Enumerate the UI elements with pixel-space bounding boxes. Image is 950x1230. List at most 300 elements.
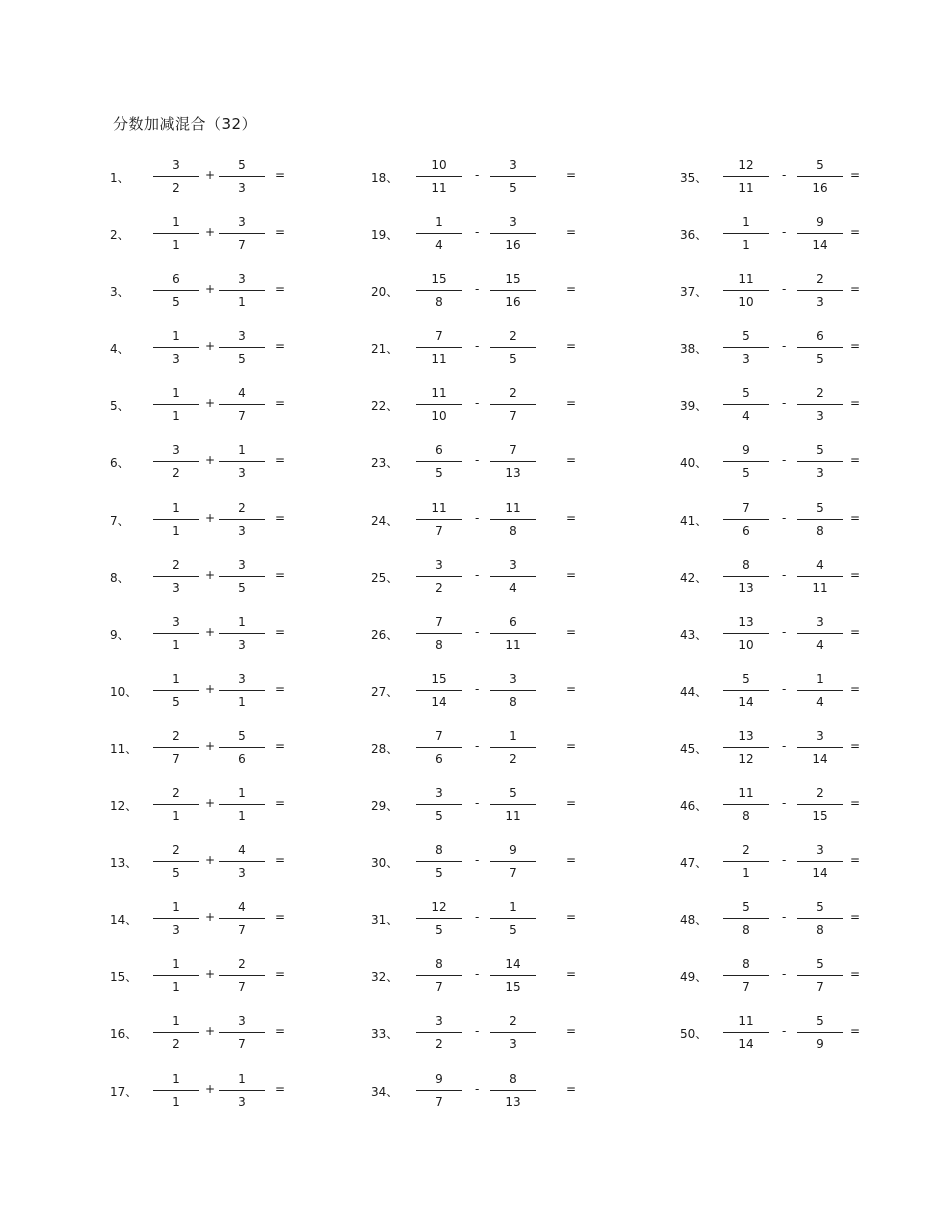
denominator: 7 <box>816 980 824 995</box>
operator: + <box>205 510 216 525</box>
fraction-bar <box>490 519 536 520</box>
denominator: 2 <box>172 466 180 481</box>
fraction-bar <box>153 290 199 291</box>
denominator: 5 <box>435 466 443 481</box>
numerator: 1 <box>172 671 180 686</box>
operator: + <box>205 1024 216 1039</box>
fraction-bar <box>219 176 265 177</box>
first-fraction <box>416 842 462 882</box>
fraction-bar <box>490 975 536 976</box>
numerator: 1 <box>509 900 517 915</box>
problem-number: 45、 <box>680 741 708 756</box>
numerator: 11 <box>505 500 521 515</box>
numerator: 11 <box>738 272 754 287</box>
numerator: 2 <box>238 957 246 972</box>
numerator: 8 <box>509 1071 517 1086</box>
first-fraction <box>153 1013 199 1053</box>
numerator: 11 <box>431 500 447 515</box>
numerator: 3 <box>238 1014 246 1029</box>
fraction-bar <box>490 1090 536 1091</box>
fraction-bar <box>797 690 843 691</box>
operator: - <box>475 510 480 525</box>
equals-sign: = <box>566 738 577 753</box>
problem-number: 41、 <box>680 513 708 528</box>
problem-number: 32、 <box>371 970 399 985</box>
denominator: 2 <box>435 580 443 595</box>
denominator: 7 <box>238 980 246 995</box>
denominator: 3 <box>238 181 246 195</box>
equals-sign: = <box>850 853 861 868</box>
problem-number: 29、 <box>371 799 399 814</box>
equals-sign: = <box>275 567 286 582</box>
fraction-bar <box>490 918 536 919</box>
first-fraction <box>416 271 462 311</box>
numerator: 6 <box>816 329 824 344</box>
denominator: 5 <box>172 866 180 881</box>
first-fraction <box>153 557 199 597</box>
numerator: 15 <box>431 671 447 686</box>
equals-sign: = <box>566 168 577 182</box>
numerator: 1 <box>816 671 824 686</box>
denominator: 4 <box>509 580 517 595</box>
denominator: 3 <box>816 409 824 424</box>
fraction-bar <box>490 1032 536 1033</box>
second-fraction <box>219 1071 265 1111</box>
operator: - <box>475 453 480 468</box>
operator: - <box>782 1024 787 1039</box>
first-fraction <box>723 385 769 425</box>
fraction-bar <box>219 690 265 691</box>
numerator: 7 <box>742 500 750 515</box>
denominator: 7 <box>435 1094 443 1109</box>
equals-sign: = <box>275 967 286 982</box>
fraction-bar <box>219 975 265 976</box>
second-fraction <box>219 842 265 882</box>
first-fraction <box>416 214 462 254</box>
equals-sign: = <box>566 967 577 982</box>
numerator: 1 <box>172 1071 180 1086</box>
denominator: 11 <box>505 809 521 824</box>
equals-sign: = <box>850 624 861 639</box>
denominator: 2 <box>172 1037 180 1052</box>
denominator: 3 <box>172 580 180 595</box>
numerator: 1 <box>742 215 750 230</box>
numerator: 3 <box>238 215 246 230</box>
numerator: 1 <box>172 329 180 344</box>
equals-sign: = <box>566 567 577 582</box>
denominator: 3 <box>238 466 246 481</box>
numerator: 2 <box>742 843 750 858</box>
denominator: 2 <box>509 751 517 766</box>
second-fraction <box>490 271 536 311</box>
operator: - <box>475 853 480 868</box>
second-fraction <box>797 157 843 197</box>
fraction-bar <box>416 404 462 405</box>
denominator: 6 <box>435 751 443 766</box>
first-fraction <box>416 157 462 197</box>
fraction-bar <box>723 404 769 405</box>
problem-number: 17、 <box>110 1084 138 1099</box>
first-fraction <box>416 328 462 368</box>
fraction-bar <box>723 918 769 919</box>
denominator: 3 <box>172 923 180 938</box>
operator: - <box>475 1024 480 1039</box>
second-fraction <box>797 214 843 254</box>
numerator: 9 <box>509 843 517 858</box>
fraction-bar <box>219 404 265 405</box>
first-fraction <box>416 785 462 825</box>
first-fraction <box>153 271 199 311</box>
denominator: 7 <box>238 923 246 938</box>
equals-sign: = <box>850 967 861 982</box>
numerator: 3 <box>816 614 824 629</box>
denominator: 3 <box>816 466 824 481</box>
first-fraction <box>723 899 769 939</box>
denominator: 11 <box>431 352 447 367</box>
problem-number: 27、 <box>371 684 399 699</box>
fraction-bar <box>490 404 536 405</box>
fraction-bar <box>219 519 265 520</box>
problem-number: 37、 <box>680 285 708 300</box>
denominator: 3 <box>238 1094 246 1109</box>
numerator: 3 <box>509 158 517 172</box>
denominator: 3 <box>509 1037 517 1052</box>
numerator: 1 <box>238 614 246 629</box>
denominator: 1 <box>238 295 246 310</box>
denominator: 13 <box>505 466 521 481</box>
equals-sign: = <box>850 453 861 468</box>
fraction-bar <box>723 290 769 291</box>
denominator: 14 <box>812 238 828 253</box>
fraction-bar <box>797 404 843 405</box>
equals-sign: = <box>275 453 286 468</box>
equals-sign: = <box>566 396 577 411</box>
second-fraction <box>797 1013 843 1053</box>
first-fraction <box>416 956 462 996</box>
first-fraction <box>153 328 199 368</box>
first-fraction <box>723 271 769 311</box>
problem-number: 49、 <box>680 970 708 985</box>
fraction-bar <box>416 233 462 234</box>
second-fraction <box>490 671 536 711</box>
problem-number: 2、 <box>110 228 130 243</box>
numerator: 3 <box>435 557 443 572</box>
numerator: 5 <box>742 900 750 915</box>
equals-sign: = <box>275 796 286 811</box>
operator: + <box>205 624 216 639</box>
operator: - <box>782 681 787 696</box>
numerator: 1 <box>238 443 246 458</box>
operator: - <box>782 910 787 925</box>
operator: - <box>782 738 787 753</box>
first-fraction <box>723 328 769 368</box>
first-fraction <box>723 557 769 597</box>
second-fraction <box>490 442 536 482</box>
first-fraction <box>723 214 769 254</box>
first-fraction <box>153 442 199 482</box>
numerator: 5 <box>816 158 824 172</box>
first-fraction <box>723 671 769 711</box>
fraction-bar <box>723 519 769 520</box>
fraction-bar <box>153 633 199 634</box>
fraction-bar <box>723 461 769 462</box>
first-fraction <box>416 557 462 597</box>
numerator: 13 <box>738 614 754 629</box>
fraction-bar <box>153 576 199 577</box>
numerator: 4 <box>816 557 824 572</box>
fraction-bar <box>490 690 536 691</box>
second-fraction <box>219 385 265 425</box>
numerator: 2 <box>172 786 180 801</box>
numerator: 12 <box>738 158 754 172</box>
first-fraction <box>416 671 462 711</box>
denominator: 7 <box>742 980 750 995</box>
second-fraction <box>490 956 536 996</box>
denominator: 15 <box>505 980 521 995</box>
denominator: 5 <box>435 923 443 938</box>
numerator: 2 <box>172 728 180 743</box>
operator: + <box>205 853 216 868</box>
numerator: 2 <box>238 500 246 515</box>
denominator: 6 <box>742 523 750 538</box>
fraction-bar <box>490 290 536 291</box>
problem-number: 20、 <box>371 285 399 300</box>
denominator: 8 <box>742 923 750 938</box>
numerator: 2 <box>816 386 824 401</box>
denominator: 7 <box>238 238 246 253</box>
numerator: 1 <box>172 500 180 515</box>
equals-sign: = <box>850 681 861 696</box>
problem-number: 23、 <box>371 456 399 471</box>
equals-sign: = <box>566 624 577 639</box>
denominator: 1 <box>238 809 246 824</box>
problem-number: 39、 <box>680 399 708 414</box>
first-fraction <box>153 385 199 425</box>
second-fraction <box>797 956 843 996</box>
numerator: 1 <box>172 900 180 915</box>
problem-number: 48、 <box>680 913 708 928</box>
denominator: 11 <box>505 637 521 652</box>
fraction-bar <box>416 347 462 348</box>
denominator: 7 <box>509 409 517 424</box>
numerator: 7 <box>509 443 517 458</box>
operator: - <box>782 225 787 240</box>
operator: - <box>782 339 787 354</box>
denominator: 13 <box>738 580 754 595</box>
operator: - <box>475 282 480 297</box>
numerator: 5 <box>816 1014 824 1029</box>
operator: - <box>475 796 480 811</box>
denominator: 3 <box>238 866 246 881</box>
numerator: 1 <box>238 786 246 801</box>
equals-sign: = <box>566 910 577 925</box>
equals-sign: = <box>275 624 286 639</box>
fraction-bar <box>723 347 769 348</box>
denominator: 14 <box>431 694 447 709</box>
fraction-bar <box>153 1090 199 1091</box>
fraction-bar <box>797 347 843 348</box>
numerator: 3 <box>172 158 180 172</box>
equals-sign: = <box>850 567 861 582</box>
second-fraction <box>219 271 265 311</box>
equals-sign: = <box>275 738 286 753</box>
equals-sign: = <box>850 168 861 182</box>
operator: + <box>205 967 216 982</box>
denominator: 16 <box>812 181 828 195</box>
equals-sign: = <box>850 796 861 811</box>
numerator: 3 <box>509 671 517 686</box>
operator: - <box>782 282 787 297</box>
denominator: 1 <box>172 809 180 824</box>
numerator: 6 <box>509 614 517 629</box>
denominator: 2 <box>435 1037 443 1052</box>
equals-sign: = <box>566 453 577 468</box>
fraction-bar <box>153 690 199 691</box>
problem-number: 42、 <box>680 570 708 585</box>
denominator: 11 <box>812 580 828 595</box>
equals-sign: = <box>566 282 577 297</box>
fraction-bar <box>723 576 769 577</box>
fraction-bar <box>723 233 769 234</box>
operator: - <box>475 624 480 639</box>
second-fraction <box>490 385 536 425</box>
second-fraction <box>490 728 536 768</box>
denominator: 4 <box>816 637 824 652</box>
first-fraction <box>416 899 462 939</box>
numerator: 3 <box>172 614 180 629</box>
denominator: 3 <box>238 523 246 538</box>
fraction-bar <box>797 519 843 520</box>
fraction-bar <box>723 861 769 862</box>
operator: - <box>475 1081 480 1096</box>
second-fraction <box>797 785 843 825</box>
first-fraction <box>153 1071 199 1111</box>
first-fraction <box>723 956 769 996</box>
denominator: 6 <box>238 751 246 766</box>
fraction-bar <box>153 975 199 976</box>
numerator: 4 <box>238 900 246 915</box>
second-fraction <box>797 385 843 425</box>
numerator: 9 <box>742 443 750 458</box>
numerator: 6 <box>435 443 443 458</box>
denominator: 10 <box>738 295 754 310</box>
first-fraction <box>153 214 199 254</box>
fraction-bar <box>219 347 265 348</box>
denominator: 5 <box>238 352 246 367</box>
first-fraction <box>153 728 199 768</box>
denominator: 15 <box>812 809 828 824</box>
equals-sign: = <box>850 396 861 411</box>
operator: + <box>205 681 216 696</box>
fraction-bar <box>797 633 843 634</box>
second-fraction <box>490 157 536 197</box>
denominator: 8 <box>509 694 517 709</box>
fraction-bar <box>153 861 199 862</box>
numerator: 5 <box>816 443 824 458</box>
equals-sign: = <box>275 910 286 925</box>
denominator: 1 <box>742 866 750 881</box>
second-fraction <box>219 785 265 825</box>
fraction-bar <box>416 861 462 862</box>
first-fraction <box>153 500 199 540</box>
fraction-bar <box>153 176 199 177</box>
second-fraction <box>797 442 843 482</box>
second-fraction <box>797 271 843 311</box>
denominator: 8 <box>435 295 443 310</box>
equals-sign: = <box>566 853 577 868</box>
denominator: 5 <box>172 295 180 310</box>
equals-sign: = <box>275 1081 286 1096</box>
numerator: 5 <box>742 671 750 686</box>
equals-sign: = <box>275 339 286 354</box>
operator: - <box>782 624 787 639</box>
operator: + <box>205 796 216 811</box>
second-fraction <box>219 614 265 654</box>
denominator: 2 <box>172 181 180 195</box>
second-fraction <box>490 557 536 597</box>
fraction-bar <box>219 576 265 577</box>
fraction-bar <box>797 290 843 291</box>
denominator: 7 <box>509 866 517 881</box>
fraction-bar <box>490 804 536 805</box>
fraction-bar <box>490 576 536 577</box>
second-fraction <box>219 500 265 540</box>
fraction-bar <box>153 347 199 348</box>
denominator: 1 <box>172 980 180 995</box>
equals-sign: = <box>275 225 286 240</box>
denominator: 3 <box>742 352 750 367</box>
denominator: 5 <box>435 809 443 824</box>
fraction-bar <box>797 233 843 234</box>
fraction-bar <box>219 918 265 919</box>
equals-sign: = <box>566 339 577 354</box>
denominator: 14 <box>812 751 828 766</box>
fraction-bar <box>416 519 462 520</box>
denominator: 8 <box>435 637 443 652</box>
problem-number: 24、 <box>371 513 399 528</box>
numerator: 5 <box>238 158 246 172</box>
fraction-bar <box>723 747 769 748</box>
equals-sign: = <box>566 796 577 811</box>
fraction-bar <box>797 747 843 748</box>
denominator: 8 <box>742 809 750 824</box>
denominator: 8 <box>509 523 517 538</box>
operator: + <box>205 910 216 925</box>
numerator: 2 <box>509 329 517 344</box>
numerator: 9 <box>435 1071 443 1086</box>
first-fraction <box>723 785 769 825</box>
problem-number: 40、 <box>680 456 708 471</box>
second-fraction <box>797 557 843 597</box>
numerator: 3 <box>238 329 246 344</box>
fraction-bar <box>797 804 843 805</box>
first-fraction <box>723 157 769 197</box>
denominator: 7 <box>238 409 246 424</box>
second-fraction <box>219 328 265 368</box>
numerator: 6 <box>172 272 180 287</box>
denominator: 3 <box>816 295 824 310</box>
fraction-bar <box>416 290 462 291</box>
numerator: 9 <box>816 215 824 230</box>
fraction-bar <box>416 633 462 634</box>
first-fraction <box>723 728 769 768</box>
numerator: 5 <box>816 500 824 515</box>
problem-number: 9、 <box>110 627 130 642</box>
fraction-bar <box>416 1032 462 1033</box>
numerator: 5 <box>238 728 246 743</box>
fraction-bar <box>219 1032 265 1033</box>
fraction-bar <box>723 804 769 805</box>
